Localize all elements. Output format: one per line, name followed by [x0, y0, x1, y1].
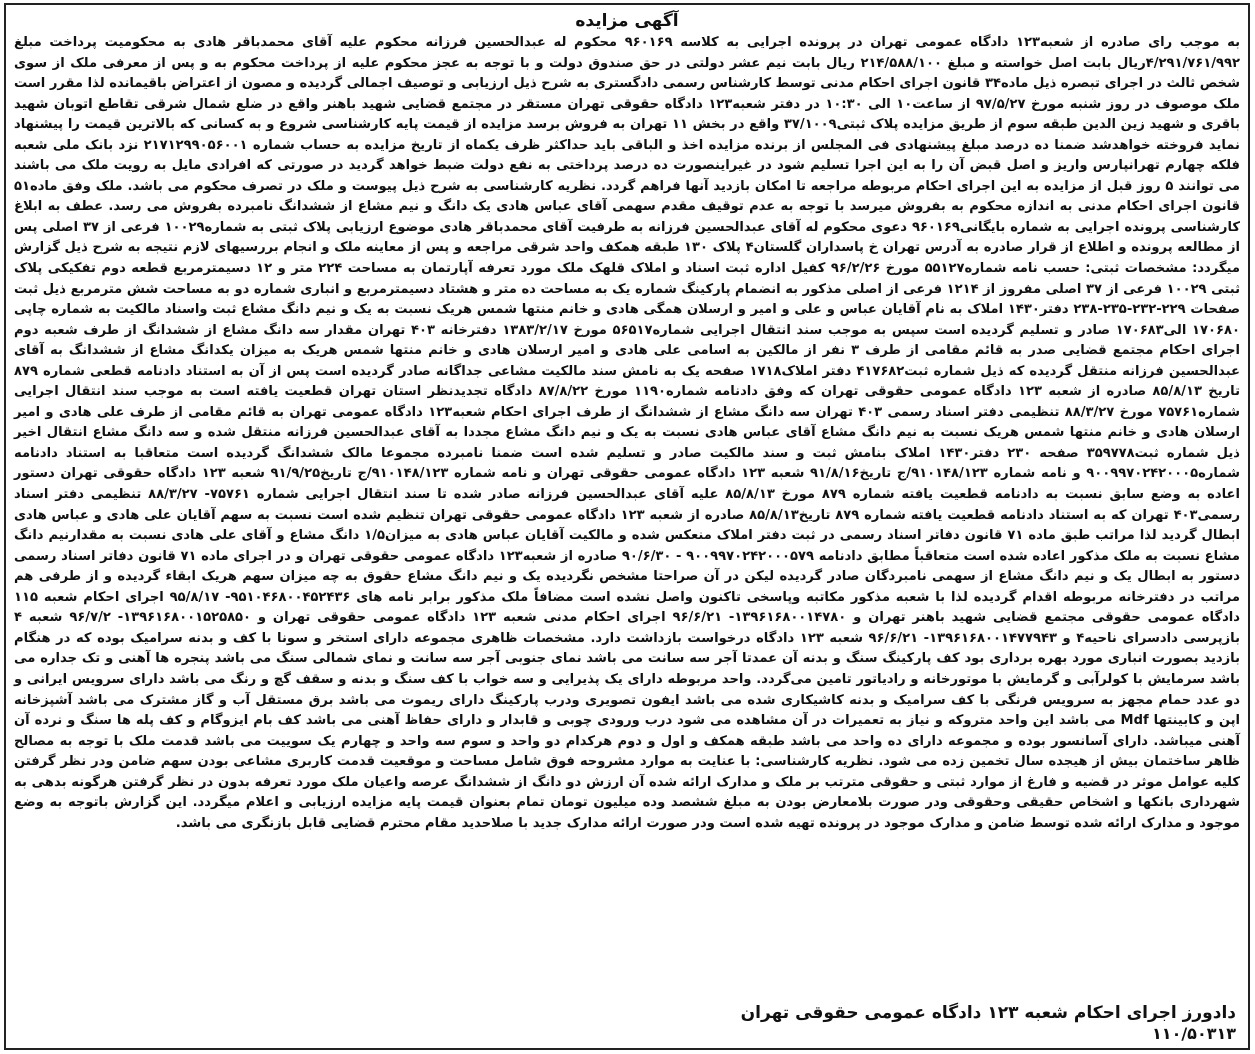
- signature-line: دادورز اجرای احکام شعبه ۱۲۳ دادگاه عمومی حقوقی تهران: [740, 1003, 1236, 1023]
- auction-notice: [4, 3, 1250, 1050]
- notice-title: آگهی مزایده: [575, 11, 679, 31]
- ad-code: ۱۱۰/۵۰۳۱۳: [1152, 1024, 1236, 1043]
- notice-body: به موجب رای صادره از شعبه۱۲۳ دادگاه عمومی تهران در پرونده اجرایی به کلاسه ۹۶۰۱۶۹ محکوم له عبدالحسین فرزانه محکوم علیه آقای محمدباقر هادی به محکومیت پرداخت مبلغ ۴/۲۹۱/۷۶۱/۹۹۲ریال بابت اصل خواسته و مبلغ ۲۱۴/۵۸۸/۱۰۰ ریال بابت نیم عشر دولتی در حق صندوق دولت و با توجه به عجز محکوم علیه از پرداخت محکوم به و پس از معرفی ملک از سوی شخص ثالث در اجرای تبصره ذیل ماده۳۴ قانون اجرای احکام مدنی توسط کارشناس رسمی دادگستری به شرح ذیل ارزیابی و توصیف اجمالی گردیده و مصون از اعتراض باقیمانده لذا مقرر است ملک موصوف در روز شنبه مورخ ۹۷/۵/۲۷ از ساعت۱۰ الی ۱۰:۳۰ در دفتر شعبه۱۲۳ دادگاه حقوقی تهران مستقر در مجتمع قضایی شهید باهنر واقع در ضلع شمال شرقی تقاطع اتوبان شهید باقری و شهید زین الدین طبقه سوم از طریق مزایده پلاک ثبتی۳۷/۱۰۰۹ واقع در بخش ۱۱ تهران به فروش برسد مزایده از قیمت پایه کارشناسی شروع و به کسانی که بالاترین قیمت را پیشنهاد نماید فروخته خواهدشد ضمنا ده درصد مبلغ پیشنهادی فی المجلس از برنده مزایده اخذ و الباقی باید حداکثر ظرف یکماه از تاریخ مزایده به حساب شماره ۲۱۷۱۲۹۹۰۵۶۰۰۱ نزد بانک ملی شعبه فلکه چهارم تهرانپارس واریز و اصل قبض آن را به این اجرا تسلیم شود در غیراینصورت ده درصد پرداختی به نفع دولت ضبط خواهد گردید در صورتی که افرادی مایل به رویت ملک می باشند می توانند ۵ روز قبل از مزایده به این اجرای احکام مربوطه مراجعه تا امکان بازدید آنها فراهم گردد. نظریه کارشناسی به شرح ذیل پیوست و ملک در تصرف محکوم می باشد. ملک وفق ماده۵۱ قانون اجرای احکام مدنی به اندازه محکوم به بفروش میرسد با توجه به عدم توقیف مقدم سهمی آقای عباس هادی یک دانگ و نیم مشاع از ششدانگ نامبرده بفروش می رسد. عطف به ابلاغ کارشناسی پرونده اجرایی به شماره بایگانی۹۶۰۱۶۹ دعوی محکوم له آقای عبدالحسین فرزانه به طرفیت آقای محمدباقر هادی موضوع ارزیابی پلاک ثبتی به شماره۱۰۰۲۹ فرعی از ۳۷ اصلی پس از مطالعه پرونده و اطلاع از قرار صادره به آدرس تهران خ پاسداران گلستان۴ پلاک ۱۳۰ طبقه همکف واحد شرقی مراجعه و پس از معاینه ملک و انجام بررسیهای لازم نتیجه به شرح ذیل گزارش میگردد: مشخصات ثبتی: حسب نامه شماره۵۵۱۲۷ مورخ ۹۶/۲/۲۶ کفیل اداره ثبت اسناد و املاک قلهک ملک مورد تعرفه آپارتمان به مساحت ۲۲۴ متر و ۱۲ دسیمترمربع قطعه دوم تفکیکی پلاک ثبتی ۱۰۰۲۹ فرعی از ۳۷ اصلی مفروز از ۱۲۱۴ فرعی از اصلی مذکور به انضمام پارکینگ شماره یک به مساحت ده متر و هشتاد دسیمترمربع و انباری شماره دو به مساحت شش مترمربع ذیل ثبت صفحات ۲۲۹-۲۳۲-۲۳۵-۲۳۸ دفتر۱۴۳۰ املاک به نام آقایان عباس و علی و امیر و ارسلان همگی هادی و خانم منتها شمس هریک نسبت به یک و نیم دانگ مشاع ثبت واسناد مالکیت به شماره چاپی ۱۷۰۶۸۰ الی۱۷۰۶۸۳ صادر و تسلیم گردیده است سپس به موجب سند انتقال اجرایی شماره۵۶۵۱۷ مورخ ۱۳۸۳/۲/۱۷ دفترخانه ۴۰۳ تهران مقدار سه دانگ مشاع از ششدانگ از طرف شعبه دوم اجرای احکام مجتمع قضایی صدر به قائم مقامی از طرف ۳ نفر از مالکین به اسامی علی هادی و امیر ارسلان هادی و خانم منتها شمس هریک به میزان یکدانگ مشاع از ششدانگ به آقای عبدالحسین فرزانه منتقل گردیده که ذیل شماره ثبت۴۱۷۶۸۲ دفتر املاک۱۷۱۸ صفحه یک به نامش سند مالکیت مشاعی جداگانه صادر گردیده است پس از آن به استناد دادنامه قطعی شماره ۸۷۹ تاریخ ۸۵/۸/۱۳ صادره از شعبه ۱۲۳ دادگاه عمومی حقوقی تهران که وفق دادنامه شماره۱۱۹۰ مورخ ۸۷/۸/۲۲ دادگاه تجدیدنظر استان تهران قطعیت یافته است به موجب سند انتقال اجرایی شماره۷۵۷۶۱ مورخ ۸۸/۳/۲۷ تنظیمی دفتر اسناد رسمی ۴۰۳ تهران سه دانگ مشاع از ششدانگ از طرف اجرای احکام شعبه۱۲۳ دادگاه عمومی تهران به قائم مقامی از طرف علی هادی و امیر ارسلان هادی و خانم منتها شمس هریک نسبت به نیم دانگ مشاع آقای عباس هادی نسبت به یک و نیم دانگ مشاع مجددا به آقای عبدالحسین فرزانه منتقل شده و سه دانگ مشاع انتقال اخیر ذیل شماره ثبت۳۵۹۷۷۸ صفحه ۲۳۰ دفتر۱۴۳۰ املاک بنامش ثبت و سند مالکیت صادر و تسلیم شده است ضمنا نامبرده مجموعا مالک ششدانگ گردیده است متعاقبا به استناد دادنامه شماره۹۰۰۹۹۷۰۲۴۲۰۰۰۵ و نامه شماره ۹۱۰۱۴۸/۱۲۳/ج تاریخ۹۱/۸/۱۶ شعبه ۱۲۳ دادگاه عمومی حقوقی تهران و نامه شماره ۹۱۰۱۴۸/۱۲۳/ج تاریخ۹۱/۹/۲۵ شعبه ۱۲۳ دادگاه حقوقی تهران دستور اعاده به وضع سابق نسبت به دادنامه قطعیت یافته شماره ۸۷۹ مورخ ۸۵/۸/۱۳ علیه آقای عبدالحسین فرزانه صادر شده تا سند انتقال اجرایی شماره ۷۵۷۶۱- ۸۸/۳/۲۷ تنظیمی دفتر اسناد رسمی۴۰۳ تهران که به استناد دادنامه قطعیت یافته شماره ۸۷۹ تاریخ۸۵/۸/۱۳ صادره از شعبه ۱۲۳ دادگاه عمومی حقوقی تهران تنظیم شده است نسبت به سهم آقایان علی هادی و عباس هادی ابطال گردید لذا مراتب طبق ماده ۷۱ قانون دفاتر اسناد رسمی در ثبت دفتر املاک منعکس شده و مالکیت آقایان عباس هادی به میزان۱/۵ دانگ مشاع و آقای علی هادی نسبت به مقدارنیم دانگ مشاع نسبت به ملک مذکور اعاده شده است متعاقباً مطابق دادنامه ۹۰۰۹۹۷۰۲۴۲۰۰۰۵۷۹ - ۹۰/۶/۳۰ صادره از شعبه۱۲۳ دادگاه عمومی حقوقی تهران و در اجرای ماده ۷۱ قانون دفاتر اسناد رسمی دستور به ابطال یک و نیم دانگ مشاع از سهمی نامبردگان صادر گردیده لیکن در آن صراحتا مشخص نگردیده یک و نیم دانگ مشاع حقوق به چه میزان سهم هریک ابقاء گردیده و از طرفی هم مراتب در دفترخانه مربوطه اقدام گردیده لذا با شعبه مذکور مکاتبه وپاسخی تاکنون واصل نشده است مضافاً ملک مذکور برابر نامه های ۹۵۱۰۴۶۸۰۰۴۵۲۴۳۶- ۹۵/۸/۱۷ اجرای احکام شعبه ۱۱۵ دادگاه عمومی حقوقی مجتمع قضایی شهید باهنر تهران و ۱۳۹۶۱۶۸۰۰۱۴۷۸۰- ۹۶/۶/۲۱ اجرای احکام مدنی شعبه ۱۲۳ دادگاه عمومی حقوقی تهران و ۱۳۹۶۱۶۸۰۰۱۵۲۵۸۵۰- ۹۶/۷/۲ شعبه ۴ بازپرسی دادسرای ناحیه۴ و ۱۳۹۶۱۶۸۰۰۱۴۷۷۹۴۳- ۹۶/۶/۲۱ شعبه ۱۲۳ دادگاه درخواست بازداشت دارد. مشخصات ظاهری مجموعه دارای استخر و سونا با کف و بدنه سرامیک بوده که در هنگام بازدید بصورت انباری مورد بهره برداری بود کف پارکینگ سنگ و بدنه آن عمدتا آجر سه سانت می باشد نمای جنوبی آجر سه سانت و نمای شمالی سنگ می باشد پنجره ها آهنی و تک جداره می باشد سرمایش با کولرآبی و گرمایش با موتورخانه و رادیاتور تامین می‌گردد. واحد مربوطه دارای یک پذیرایی و سه خواب با کف سنگ و بدنه و سقف گچ و رنگ می باشد دارای سرویس ایرانی و دو عدد حمام مجهز به سرویس فرنگی با کف سرامیک و بدنه کاشیکاری شده می باشد ایفون تصویری ودرب پارکینگ دارای ریموت می باشد برق مستقل آب و گاز مشترک می باشد آشپزخانه اپن و کابینتها Mdf می باشد این واحد متروکه و نیاز به تعمیرات در آن مشاهده می شود درب ورودی چوبی و قابدار و دارای حفاظ آهنی می باشد کف بام ایزوگام و کف پله ها سنگ و نرده آن آهنی میباشد. دارای آسانسور بوده و مجموعه دارای ده واحد می باشد طبقه همکف و اول و دوم هرکدام دو واحد و سوم سه واحد و چهارم یک سوییت می باشد قدمت ملک با توجه به مصالح ظاهر ساختمان بیش از هیجده سال تخمین زده می شود. نظریه کارشناسی: با عنایت به موارد مشروحه فوق شامل مساحت و موقعیت قدمت کاربری مشاعی بودن سهم ضامن ودر نظر گرفتن کلیه عوامل موثر در قضیه و فارغ از موارد ثبتی و حقوقی مترتب بر ملک و مدارک ارائه شده آن ارزش دو دانگ از ششدانگ عرصه واعیان ملک مورد تعرفه بدون در نظر گرفتن هرگونه بدهی به شهرداری بانکها و اشخاص حقیقی وحقوقی ودر صورت بلامعارض بودن به مبلغ ششصد وده میلیون تومان تمام بعنوان قیمت پایه مزایده ارزیابی و اعلام میگردد. این گزارش باتوجه به وضع موجود و مدارک ارائه شده توسط ضامن و مدارک موجود در پرونده تهیه شده است ودر صورت ارائه مدارک جدید با صلاحدید مقام محترم قضایی قابل بازنگری می باشد.: [14, 35, 1241, 831]
- notice-footer: [14, 1000, 1240, 1044]
